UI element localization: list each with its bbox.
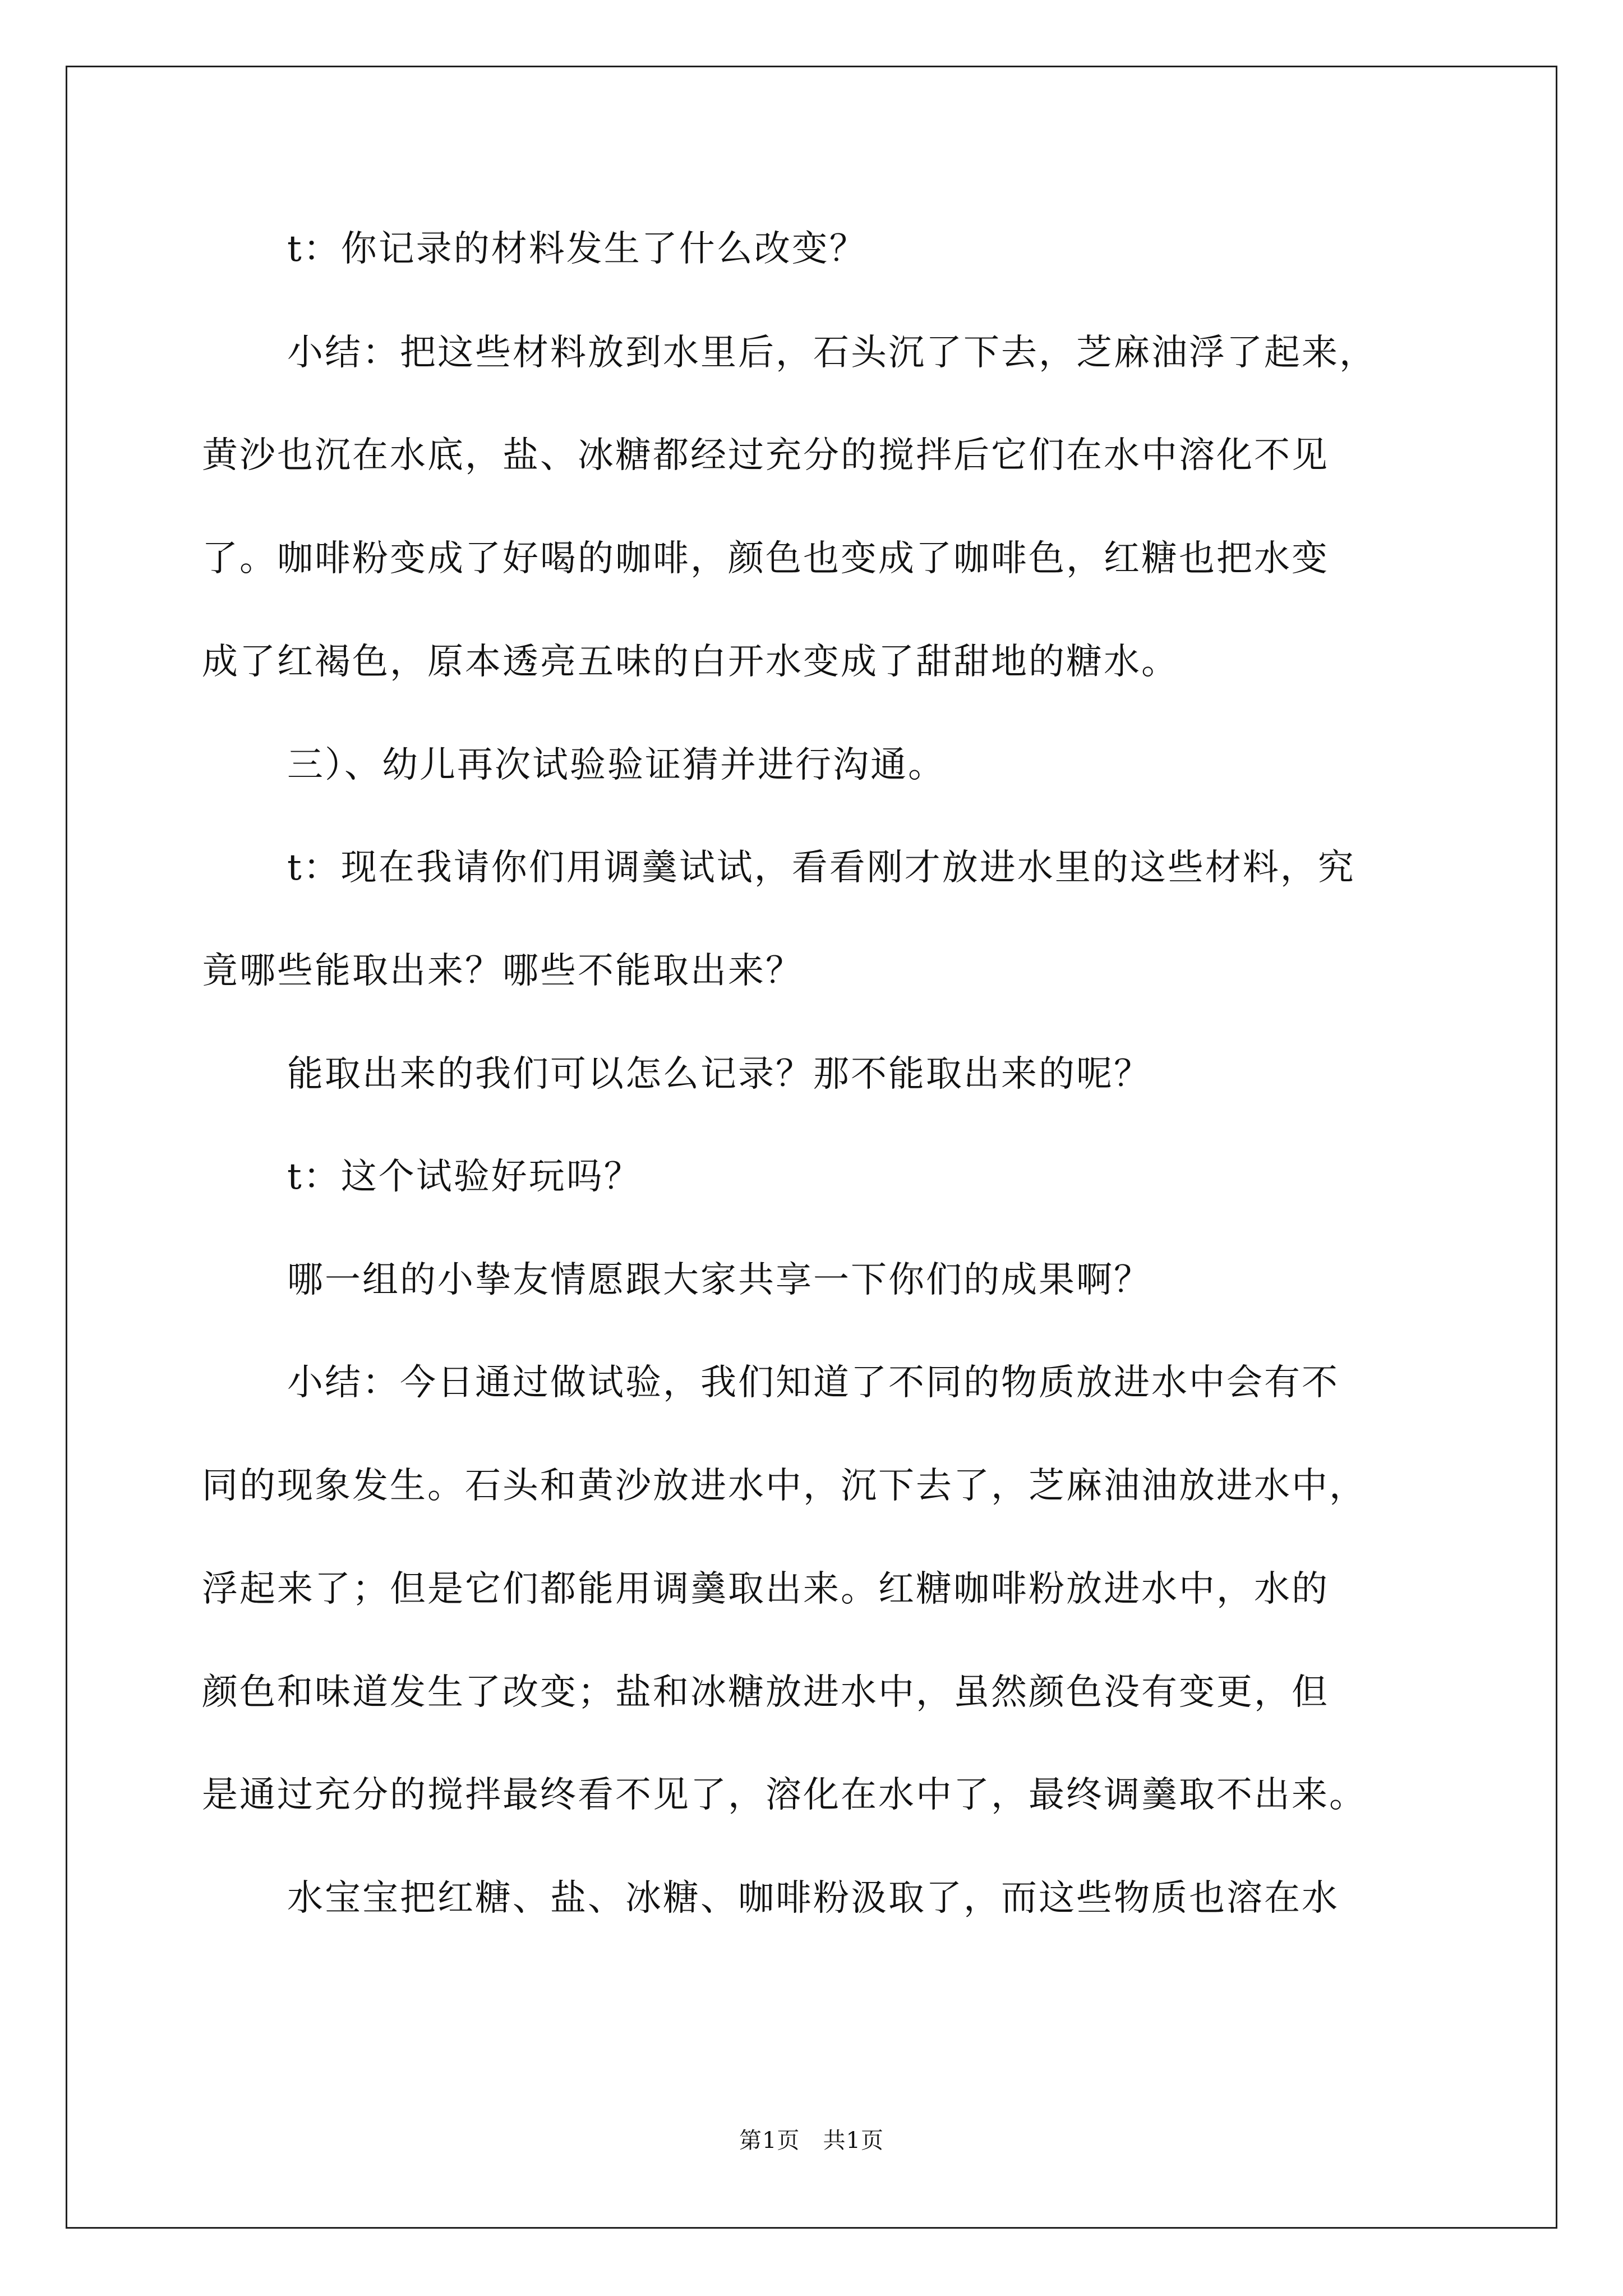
text-line: 小结：把这些材料放到水里后，石头沉了下去，芝麻油浮了起来， [287,332,1377,374]
text-line: 了。咖啡粉变成了好喝的咖啡，颜色也变成了咖啡色，红糖也把水变 [202,538,1329,579]
text-line: 哪一组的小挚友情愿跟大家共享一下你们的成果啊？ [287,1259,1151,1301]
text-line: 小结：今日通过做试验，我们知道了不同的物质放进水中会有不 [287,1362,1339,1404]
text-line: 黄沙也沉在水底，盐、冰糖都经过充分的搅拌后它们在水中溶化不见 [202,435,1329,476]
text-line: 浮起来了；但是它们都能用调羹取出来。红糖咖啡粉放进水中，水的 [202,1568,1329,1610]
text-line: t：这个试验好玩吗？ [287,1156,642,1198]
text-line: 颜色和味道发生了改变；盐和冰糖放进水中，虽然颜色没有变更，但 [202,1672,1329,1713]
text-line: 三）、幼儿再次试验验证猜并进行沟通。 [287,744,946,786]
page-number-footer: 第1页 共1页 [739,2128,884,2154]
text-line: 同的现象发生。石头和黄沙放进水中，沉下去了，芝麻油油放进水中， [202,1465,1367,1507]
text-line: 水宝宝把红糖、盐、冰糖、咖啡粉汲取了，而这些物质也溶在水 [287,1878,1339,1919]
text-line: 成了红褐色，原本透亮五味的白开水变成了甜甜地的糖水。 [202,641,1179,683]
text-line: 竟哪些能取出来？哪些不能取出来？ [202,950,803,992]
text-line: 能取出来的我们可以怎么记录？那不能取出来的呢？ [287,1053,1151,1095]
text-line: t：你记录的材料发生了什么改变？ [287,228,867,270]
text-line: 是通过充分的搅拌最终看不见了，溶化在水中了，最终调羹取不出来。 [202,1774,1367,1816]
text-line: t：现在我请你们用调羹试试，看看刚才放进水里的这些材料，究 [287,847,1355,889]
